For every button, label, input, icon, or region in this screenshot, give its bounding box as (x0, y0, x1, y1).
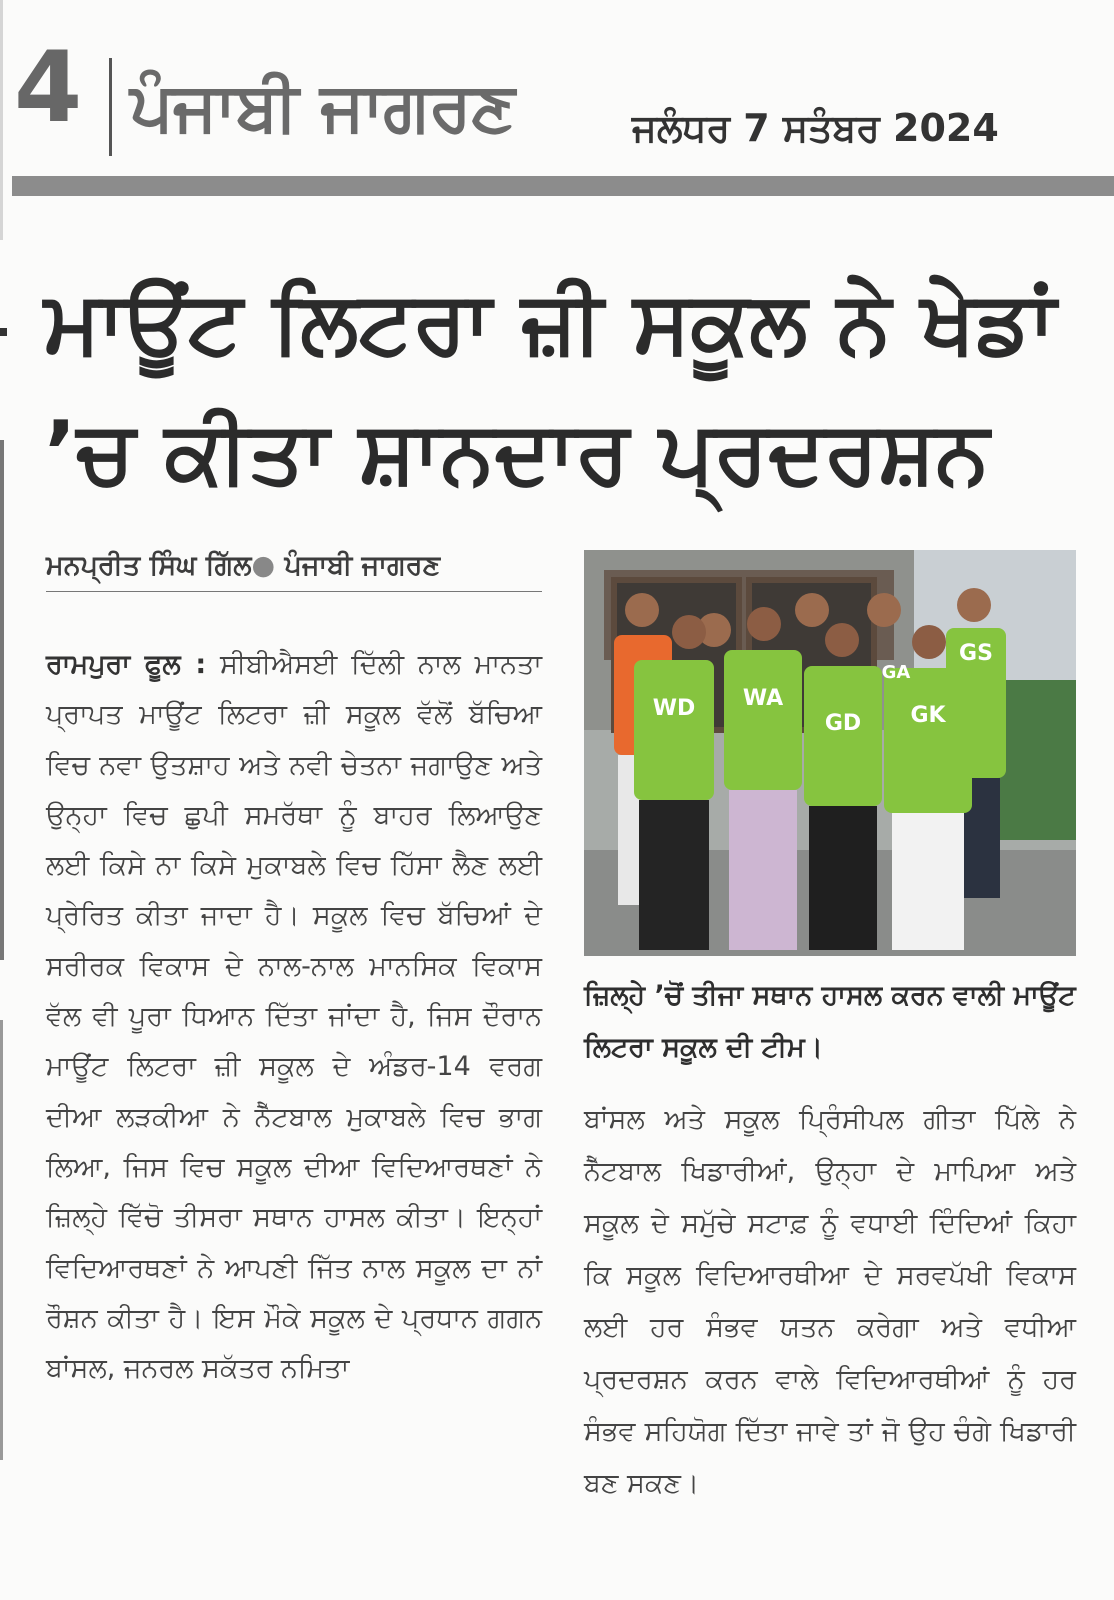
masthead-dateline (632, 103, 999, 153)
byline (46, 548, 440, 584)
article-body-left (46, 640, 542, 1394)
bib-ga: GA (881, 662, 911, 683)
newspaper-logo: ਪੰਜਾਬੀ ਜਾਗਰਣ (130, 68, 514, 147)
body-text-left: ਸੀਬੀਐਸਈ ਦਿੱਲੀ ਨਾਲ ਮਾਨਤਾ ਪ੍ਰਾਪਤ ਮਾਊਂਟ ਲਿਟਰਾ ਜ਼ੀ ਸਕੂਲ ਵੱਲੋਂ ਬੱਚਿਆ ਵਿਚ ਨਵਾ ਉਤਸ਼ਾਹ ਅਤੇ ਨਵੀ ਚੇਤਨਾ ਜਗਾਉਣ ਅਤੇ ਉਨ੍ਹਾ ਵਿਚ ਛੁਪੀ ਸਮਰੱਥਾ ਨੂੰ ਬਾਹਰ ਲਿਆਉਣ ਲਈ ਕਿਸੇ ਨਾ ਕਿਸੇ ਮੁਕਾਬਲੇ ਵਿਚ ਹਿੱਸਾ ਲੈਣ ਲਈ ਪ੍ਰੇਰਿਤ ਕੀਤਾ ਜਾਦਾ ਹੈ। ਸਕੂਲ ਵਿਚ ਬੱਚਿਆਂ ਦੇ ਸਰੀਰਕ ਵਿਕਾਸ ਦੇ ਨਾਲ-ਨਾਲ ਮਾਨਸਿਕ ਵਿਕਾਸ ਵੱਲ ਵੀ ਪੂਰਾ ਧਿਆਨ ਦਿੱਤਾ ਜਾਂਦਾ ਹੈ, ਜਿਸ ਦੌਰਾਨ ਮਾਊਂਟ ਲਿਟਰਾ ਜ਼ੀ ਸਕੂਲ ਦੇ ਅੰਡਰ-14 ਵਰਗ ਦੀਆ ਲੜਕੀਆ ਨੇ ਨੈੱਟਬਾਲ ਮੁਕਾਬਲੇ ਵਿਚ ਭਾਗ ਲਿਆ, ਜਿਸ ਵਿਚ ਸਕੂਲ ਦੀਆ ਵਿਦਿਆਰਥਣਾਂ ਨੇ ਜ਼ਿਲ੍ਹੇ ਵਿੱਚੋ ਤੀਸਰਾ ਸਥਾਨ ਹਾਸਲ ਕੀਤਾ। ਇਨ੍ਹਾਂ ਵਿਦਿਆਰਥਣਾਂ ਨੇ ਆਪਣੀ ਜਿੱਤ ਨਾਲ ਸਕੂਲ ਦਾ ਨਾਂ ਰੌਸ਼ਨ ਕੀਤਾ ਹੈ। ਇਸ ਮੌਕੇ ਸਕੂਲ ਦੇ ਪ੍ਰਧਾਨ ਗਗਨ ਬਾਂਸਲ, ਜਨਰਲ ਸਕੱਤਰ ਨਮਿਤਾ (46, 649, 542, 1385)
masthead-city: ਜਲੰਧਰ (632, 106, 731, 150)
page-edge (0, 0, 3, 240)
bib-gs: GS (959, 641, 993, 666)
masthead-date: 7 ਸਤੰਬਰ 2024 (743, 106, 999, 150)
bib-wd: WD (652, 696, 696, 721)
photo-caption: ਜ਼ਿਲ੍ਹੇ ’ਚੋਂ ਤੀਜਾ ਸਥਾਨ ਹਾਸਲ ਕਰਨ ਵਾਲੀ ਮਾਊਂਟ ਲਿਟਰਾ ਸਕੂਲ ਦੀ ਟੀਮ। (584, 980, 1076, 1063)
bib-gd: GD (824, 711, 862, 736)
byline-separator-dot: ● (251, 550, 276, 581)
masthead-divider (109, 58, 112, 156)
byline-publication: ਪੰਜਾਬੀ ਜਾਗਰਣ (284, 550, 441, 581)
article-headline: ਮਾਊਂਟ ਲਿਟਰਾ ਜ਼ੀ ਸਕੂਲ ਨੇ ਖੇਡਾਂ ’ਚ ਕੀਤਾ ਸ਼ਾਨਦਾਰ ਪ੍ਰਦਰਸ਼ਨ (44, 273, 1056, 503)
team-photo (584, 550, 1076, 956)
team-photo-illustration (584, 550, 1076, 956)
bib-wa: WA (742, 686, 784, 711)
adjacent-page-edge-lower (0, 1020, 3, 1460)
masthead-banner-rule (12, 176, 1114, 196)
article-body-right: ਬਾਂਸਲ ਅਤੇ ਸਕੂਲ ਪ੍ਰਿੰਸੀਪਲ ਗੀਤਾ ਪਿੱਲੇ ਨੇ ਨੈੱਟਬਾਲ ਖਿਡਾਰੀਆਂ, ਉਨ੍ਹਾ ਦੇ ਮਾਪਿਆ ਅਤੇ ਸਕੂਲ ਦੇ ਸਮੁੱਚੇ ਸਟਾਫ਼ ਨੂੰ ਵਧਾਈ ਦਿੰਦਿਆਂ ਕਿਹਾ ਕਿ ਸਕੂਲ ਵਿਦਿਆਰਥੀਆ ਦੇ ਸਰਵਪੱਖੀ ਵਿਕਾਸ ਲਈ ਹਰ ਸੰਭਵ ਯਤਨ ਕਰੇਗਾ ਅਤੇ ਵਧੀਆ ਪ੍ਰਦਰਸ਼ਨ ਕਰਨ ਵਾਲੇ ਵਿਦਿਆਰਥੀਆਂ ਨੂੰ ਹਰ ਸੰਭਵ ਸਹਿਯੋਗ ਦਿੱਤਾ ਜਾਵੇ ਤਾਂ ਜੋ ਉਹ ਚੰਗੇ ਖਿਡਾਰੀ ਬਣ ਸਕਣ। (584, 1104, 1076, 1499)
dateline-place: ਰਾਮਪੁਰਾ ਫੂਲ : (46, 649, 207, 680)
byline-underline (46, 591, 542, 592)
masthead (0, 0, 1114, 200)
bib-gk: GK (910, 703, 946, 728)
margin-bullet (0, 328, 7, 336)
adjacent-page-edge (0, 440, 4, 960)
page-number: 4 (14, 31, 83, 145)
byline-author: ਮਨਪ੍ਰੀਤ ਸਿੰਘ ਗਿੱਲ (46, 550, 252, 581)
